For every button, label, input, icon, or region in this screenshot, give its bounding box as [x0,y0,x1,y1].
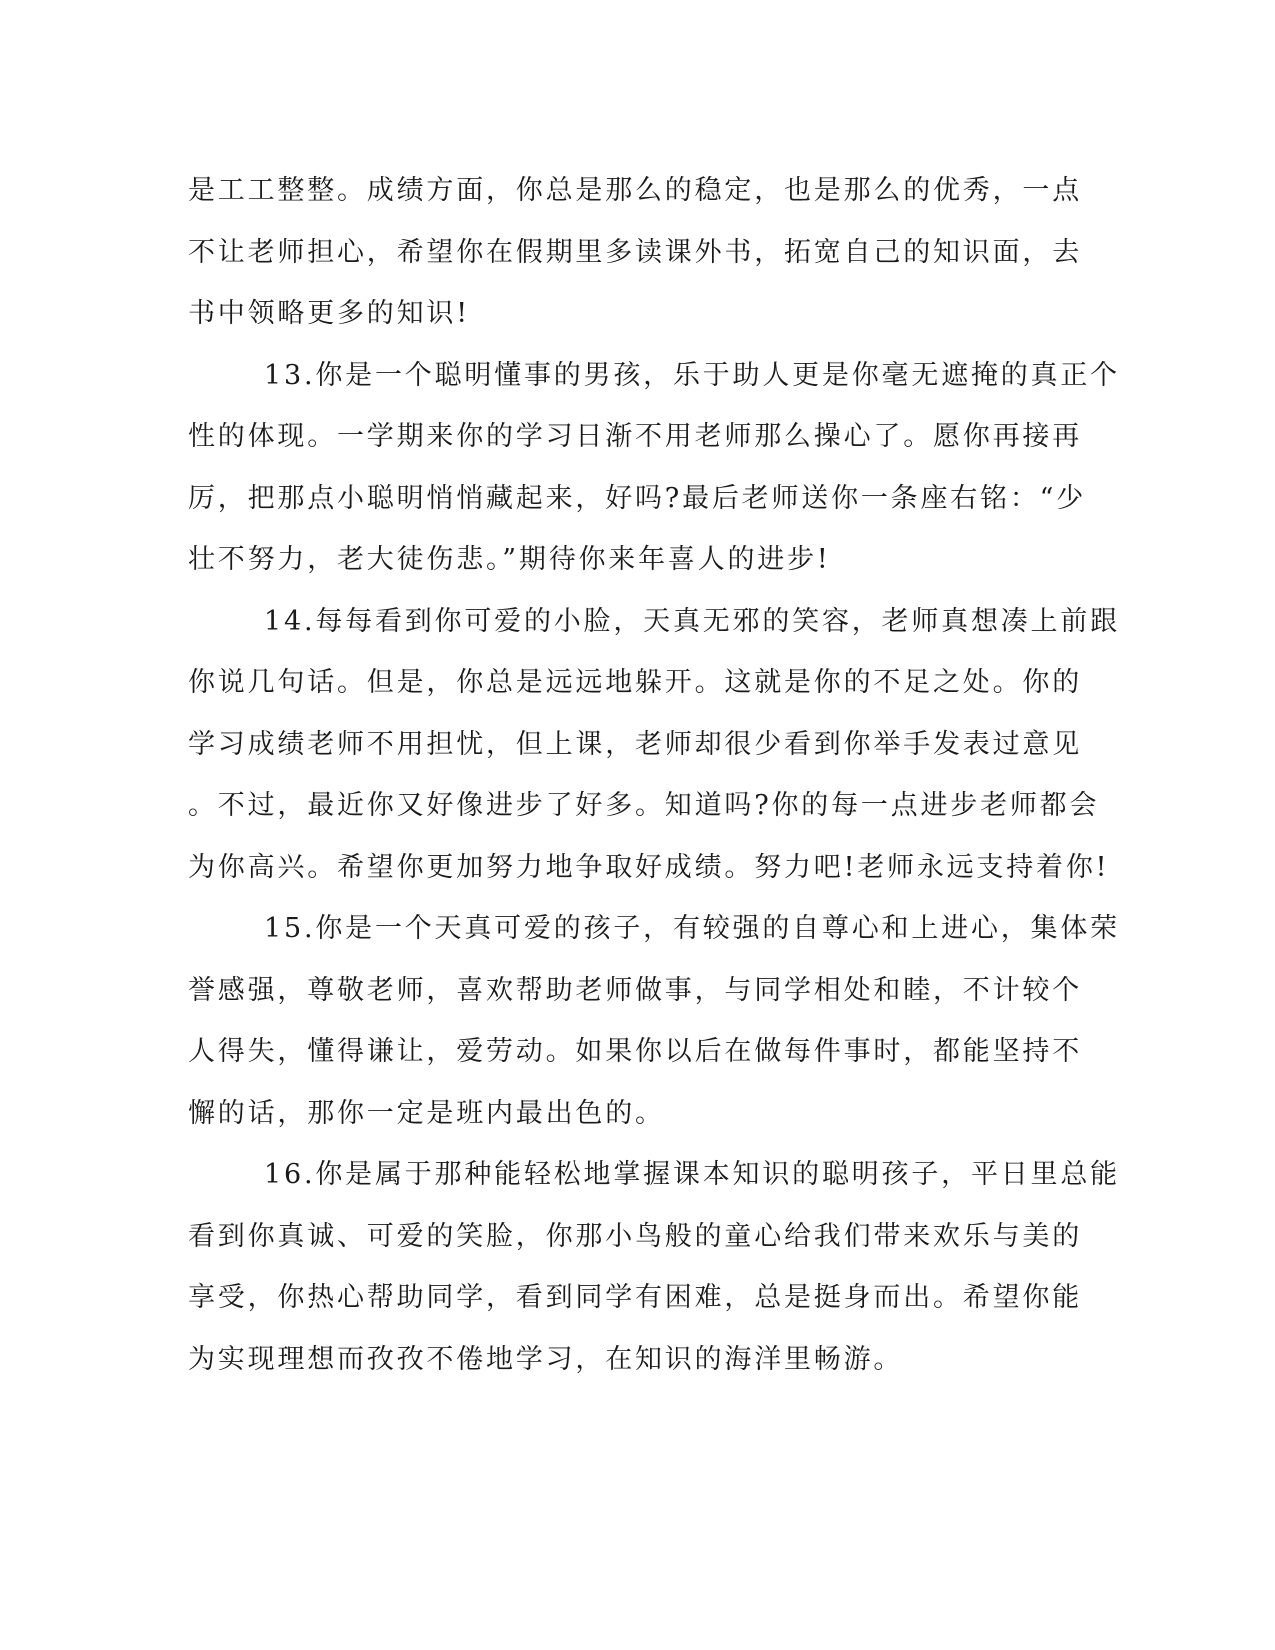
text-line: 懈的话，那你一定是班内最出色的。 [188,1097,665,1129]
text-line: 壮不努力，老大徒伤悲。”期待你来年喜人的进步! [188,544,831,575]
paragraph-continued [188,160,1082,345]
text-line: 书中领略更多的知识! [188,298,470,329]
text-line: 14.每每看到你可爱的小脸，天真无邪的笑容，老师真想凑上前跟 [264,605,1120,637]
text-line: 不让老师担心，希望你在假期里多读课外书，拓宽自己的知识面，去 [188,236,1082,268]
text-line: 厉，把那点小聪明悄悄藏起来，好吗?最后老师送你一条座右铭：“少 [188,482,1087,514]
text-line: 。不过，最近你又好像进步了好多。知道吗?你的每一点进步老师都会 [188,790,1100,821]
text-line: 学习成绩老师不用担忧，但上课，老师却很少看到你举手发表过意见 [188,728,1082,760]
text-line: 人得失，懂得谦让，爱劳动。如果你以后在做每件事时，都能坚持不 [188,1036,1082,1067]
text-line: 为你高兴。希望你更加努力地争取好成绩。努力吧!老师永远支持着你! [188,851,1110,883]
text-line: 你说几句话。但是，你总是远远地躲开。这就是你的不足之处。你的 [188,667,1082,698]
paragraph-13 [188,345,1120,591]
paragraph-15 [188,898,1120,1144]
document-body [188,160,1120,1390]
text-line: 16.你是属于那种能轻松地掌握课本知识的聪明孩子，平日里总能 [264,1159,1120,1190]
paragraph-14 [188,591,1120,899]
text-line: 13.你是一个聪明懂事的男孩，乐于助人更是你毫无遮掩的真正个 [264,359,1120,391]
text-line: 是工工整整。成绩方面，你总是那么的稳定，也是那么的优秀，一点 [188,175,1082,206]
paragraph-16 [188,1144,1120,1390]
text-line: 誉感强，尊敬老师，喜欢帮助老师做事，与同学相处和睦，不计较个 [188,974,1082,1006]
text-line: 15.你是一个天真可爱的孩子，有较强的自尊心和上进心，集体荣 [264,913,1120,944]
text-line: 享受，你热心帮助同学，看到同学有困难，总是挺身而出。希望你能 [188,1282,1082,1313]
text-line: 看到你真诚、可爱的笑脸，你那小鸟般的童心给我们带来欢乐与美的 [188,1220,1082,1252]
text-line: 为实现理想而孜孜不倦地学习，在知识的海洋里畅游。 [188,1343,904,1375]
text-line: 性的体现。一学期来你的学习日渐不用老师那么操心了。愿你再接再 [188,421,1082,452]
